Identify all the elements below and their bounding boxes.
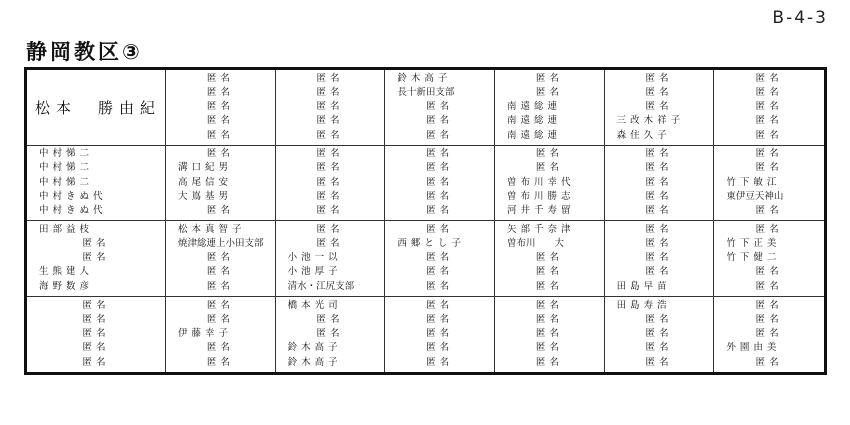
- donor-name: 河井千寿留: [507, 205, 575, 217]
- donor-name: 田島寿浩: [616, 299, 671, 311]
- anonymous-entry: 匿名: [645, 266, 673, 278]
- donor-name: 西郷とし子: [397, 237, 465, 249]
- donor-name: 森住久子: [616, 129, 671, 141]
- donor-name: 橋本光司: [287, 299, 342, 311]
- anonymous-entry: 匿名: [206, 356, 234, 368]
- anonymous-entry: 匿名: [645, 72, 673, 84]
- donor-name: 竹下正美: [726, 237, 781, 249]
- anonymous-entry: 匿名: [206, 205, 234, 217]
- anonymous-entry: 匿名: [645, 176, 673, 188]
- donor-name: 外園由美: [726, 342, 781, 354]
- donor-name: 竹下敏江: [726, 176, 781, 188]
- anonymous-entry: 匿名: [755, 162, 783, 174]
- name-cell: [276, 146, 386, 222]
- anonymous-entry: 匿名: [535, 162, 563, 174]
- name-cell: [495, 70, 605, 146]
- donor-name: 鈴木高子: [287, 356, 342, 368]
- name-cell: [276, 221, 386, 297]
- anonymous-entry: 匿名: [82, 342, 110, 354]
- anonymous-entry: 匿名: [316, 176, 344, 188]
- anonymous-entry: 匿名: [755, 299, 783, 311]
- anonymous-entry: 匿名: [426, 101, 454, 113]
- anonymous-entry: 匿名: [426, 115, 454, 127]
- donor-name: 生熊建人: [39, 266, 94, 278]
- name-cell: [166, 70, 276, 146]
- anonymous-entry: 匿名: [206, 72, 234, 84]
- anonymous-entry: 匿名: [535, 328, 563, 340]
- anonymous-entry: 匿名: [426, 328, 454, 340]
- anonymous-entry: 匿名: [755, 115, 783, 127]
- donor-name: 曽布川幸代: [507, 176, 575, 188]
- donor-name: 南遠総連: [507, 115, 562, 127]
- anonymous-entry: 匿名: [755, 266, 783, 278]
- anonymous-entry: 匿名: [426, 280, 454, 292]
- anonymous-entry: 匿名: [755, 72, 783, 84]
- anonymous-entry: 匿名: [316, 129, 344, 141]
- anonymous-entry: 匿名: [645, 342, 673, 354]
- donor-name: 大嶌基男: [178, 190, 233, 202]
- anonymous-entry: 匿名: [755, 101, 783, 113]
- donor-name: 海野数彦: [39, 280, 94, 292]
- name-cell: [495, 297, 605, 373]
- name-cell: [166, 221, 276, 297]
- anonymous-entry: 匿名: [426, 266, 454, 278]
- name-cell: [605, 70, 715, 146]
- anonymous-entry: 匿名: [316, 101, 344, 113]
- name-cell: [605, 221, 715, 297]
- donor-name: 鈴木高子: [287, 342, 342, 354]
- donor-name: 南遠総連: [507, 101, 562, 113]
- anonymous-entry: 匿名: [426, 356, 454, 368]
- anonymous-entry: 匿名: [755, 328, 783, 340]
- name-cell: [166, 297, 276, 373]
- anonymous-entry: 匿名: [206, 115, 234, 127]
- donor-name: 矢部千奈津: [507, 223, 575, 235]
- donor-name: 曽布川 大: [507, 237, 565, 249]
- anonymous-entry: 匿名: [645, 162, 673, 174]
- donor-name: 小池一以: [287, 252, 342, 264]
- donor-name: 東伊豆天神山: [726, 190, 784, 202]
- anonymous-entry: 匿名: [426, 313, 454, 325]
- anonymous-entry: 匿名: [755, 280, 783, 292]
- donor-name: 小池厚子: [287, 266, 342, 278]
- anonymous-entry: 匿名: [316, 328, 344, 340]
- anonymous-entry: 匿名: [82, 299, 110, 311]
- anonymous-entry: 匿名: [645, 190, 673, 202]
- name-cell: [714, 221, 824, 297]
- donor-name-table: [24, 67, 827, 375]
- anonymous-entry: 匿名: [316, 72, 344, 84]
- anonymous-entry: 匿名: [426, 129, 454, 141]
- anonymous-entry: 匿名: [535, 313, 563, 325]
- name-cell: [166, 146, 276, 222]
- anonymous-entry: 匿名: [206, 266, 234, 278]
- anonymous-entry: 匿名: [316, 162, 344, 174]
- anonymous-entry: 匿名: [206, 280, 234, 292]
- donor-name: 南遠総連: [507, 129, 562, 141]
- anonymous-entry: 匿名: [535, 299, 563, 311]
- donor-name: 伊藤幸子: [178, 328, 233, 340]
- name-cell: [605, 297, 715, 373]
- name-cell: [27, 221, 166, 297]
- anonymous-entry: 匿名: [316, 237, 344, 249]
- anonymous-entry: 匿名: [426, 252, 454, 264]
- anonymous-entry: 匿名: [426, 148, 454, 160]
- anonymous-entry: 匿名: [206, 313, 234, 325]
- anonymous-entry: 匿名: [755, 356, 783, 368]
- anonymous-entry: 匿名: [206, 101, 234, 113]
- anonymous-entry: 匿名: [535, 280, 563, 292]
- anonymous-entry: 匿名: [206, 86, 234, 98]
- anonymous-entry: 匿名: [426, 342, 454, 354]
- anonymous-entry: 匿名: [535, 356, 563, 368]
- anonymous-entry: 匿名: [755, 86, 783, 98]
- name-cell: [385, 221, 495, 297]
- anonymous-entry: 匿名: [645, 237, 673, 249]
- donor-name: 中村きぬ代: [39, 205, 107, 217]
- anonymous-entry: 匿名: [426, 299, 454, 311]
- name-cell: [276, 297, 386, 373]
- anonymous-entry: 匿名: [316, 115, 344, 127]
- name-cell: [605, 146, 715, 222]
- name-cell: [385, 70, 495, 146]
- name-cell: [276, 70, 386, 146]
- anonymous-entry: 匿名: [755, 223, 783, 235]
- anonymous-entry: 匿名: [755, 148, 783, 160]
- donor-name: 焼津総連上小田支部: [178, 237, 264, 249]
- donor-name: 鈴木高子: [397, 72, 452, 84]
- anonymous-entry: 匿名: [645, 356, 673, 368]
- name-cell: [27, 70, 166, 146]
- anonymous-entry: 匿名: [206, 342, 234, 354]
- anonymous-entry: 匿名: [645, 313, 673, 325]
- donor-name: 田島早苗: [616, 280, 671, 292]
- name-cell: [714, 146, 824, 222]
- donor-name: 高尾信安: [178, 176, 233, 188]
- anonymous-entry: 匿名: [535, 266, 563, 278]
- donor-name: 田部益枝: [39, 223, 94, 235]
- anonymous-entry: 匿名: [206, 129, 234, 141]
- name-cell: [714, 70, 824, 146]
- anonymous-entry: 匿名: [535, 342, 563, 354]
- anonymous-entry: 匿名: [645, 252, 673, 264]
- page-code: B-4-3: [772, 8, 828, 28]
- donor-name: 曽布川勝志: [507, 190, 575, 202]
- anonymous-entry: 匿名: [645, 205, 673, 217]
- name-cell: [714, 297, 824, 373]
- anonymous-entry: 匿名: [535, 86, 563, 98]
- donor-name: 松本真智子: [178, 223, 246, 235]
- anonymous-entry: 匿名: [82, 328, 110, 340]
- donor-name: 清水・江尻支部: [287, 280, 355, 292]
- anonymous-entry: 匿名: [535, 252, 563, 264]
- anonymous-entry: 匿名: [206, 299, 234, 311]
- anonymous-entry: 匿名: [316, 86, 344, 98]
- anonymous-entry: 匿名: [426, 205, 454, 217]
- donor-name: 中村悌二: [39, 162, 94, 174]
- name-cell: [27, 146, 166, 222]
- donor-name: 竹下健二: [726, 252, 781, 264]
- anonymous-entry: 匿名: [755, 313, 783, 325]
- anonymous-entry: 匿名: [82, 252, 110, 264]
- page-title: 静岡教区③: [26, 40, 143, 64]
- anonymous-entry: 匿名: [206, 148, 234, 160]
- anonymous-entry: 匿名: [535, 148, 563, 160]
- anonymous-entry: 匿名: [535, 72, 563, 84]
- anonymous-entry: 匿名: [316, 190, 344, 202]
- name-cell: [495, 146, 605, 222]
- donor-name: 中村悌二: [39, 148, 94, 160]
- donor-name: 三改木祥子: [616, 115, 685, 127]
- anonymous-entry: 匿名: [645, 148, 673, 160]
- name-cell: [27, 297, 166, 373]
- anonymous-entry: 匿名: [316, 223, 344, 235]
- name-cell: [495, 221, 605, 297]
- name-cell: [385, 146, 495, 222]
- donor-name: 中村悌二: [39, 176, 94, 188]
- anonymous-entry: 匿名: [206, 252, 234, 264]
- anonymous-entry: 匿名: [316, 148, 344, 160]
- anonymous-entry: 匿名: [426, 176, 454, 188]
- anonymous-entry: 匿名: [82, 237, 110, 249]
- anonymous-entry: 匿名: [755, 205, 783, 217]
- anonymous-entry: 匿名: [82, 313, 110, 325]
- donor-name: 長十新田支部: [397, 86, 455, 98]
- anonymous-entry: 匿名: [645, 101, 673, 113]
- donor-name: 中村きぬ代: [39, 190, 107, 202]
- anonymous-entry: 匿名: [426, 190, 454, 202]
- anonymous-entry: 匿名: [82, 356, 110, 368]
- anonymous-entry: 匿名: [645, 223, 673, 235]
- anonymous-entry: 匿名: [316, 313, 344, 325]
- anonymous-entry: 匿名: [426, 162, 454, 174]
- anonymous-entry: 匿名: [755, 129, 783, 141]
- anonymous-entry: 匿名: [645, 328, 673, 340]
- name-cell: [385, 297, 495, 373]
- donor-name: 松本 勝由紀: [35, 98, 162, 117]
- anonymous-entry: 匿名: [316, 205, 344, 217]
- anonymous-entry: 匿名: [426, 223, 454, 235]
- donor-name: 溝口紀男: [178, 162, 233, 174]
- anonymous-entry: 匿名: [645, 86, 673, 98]
